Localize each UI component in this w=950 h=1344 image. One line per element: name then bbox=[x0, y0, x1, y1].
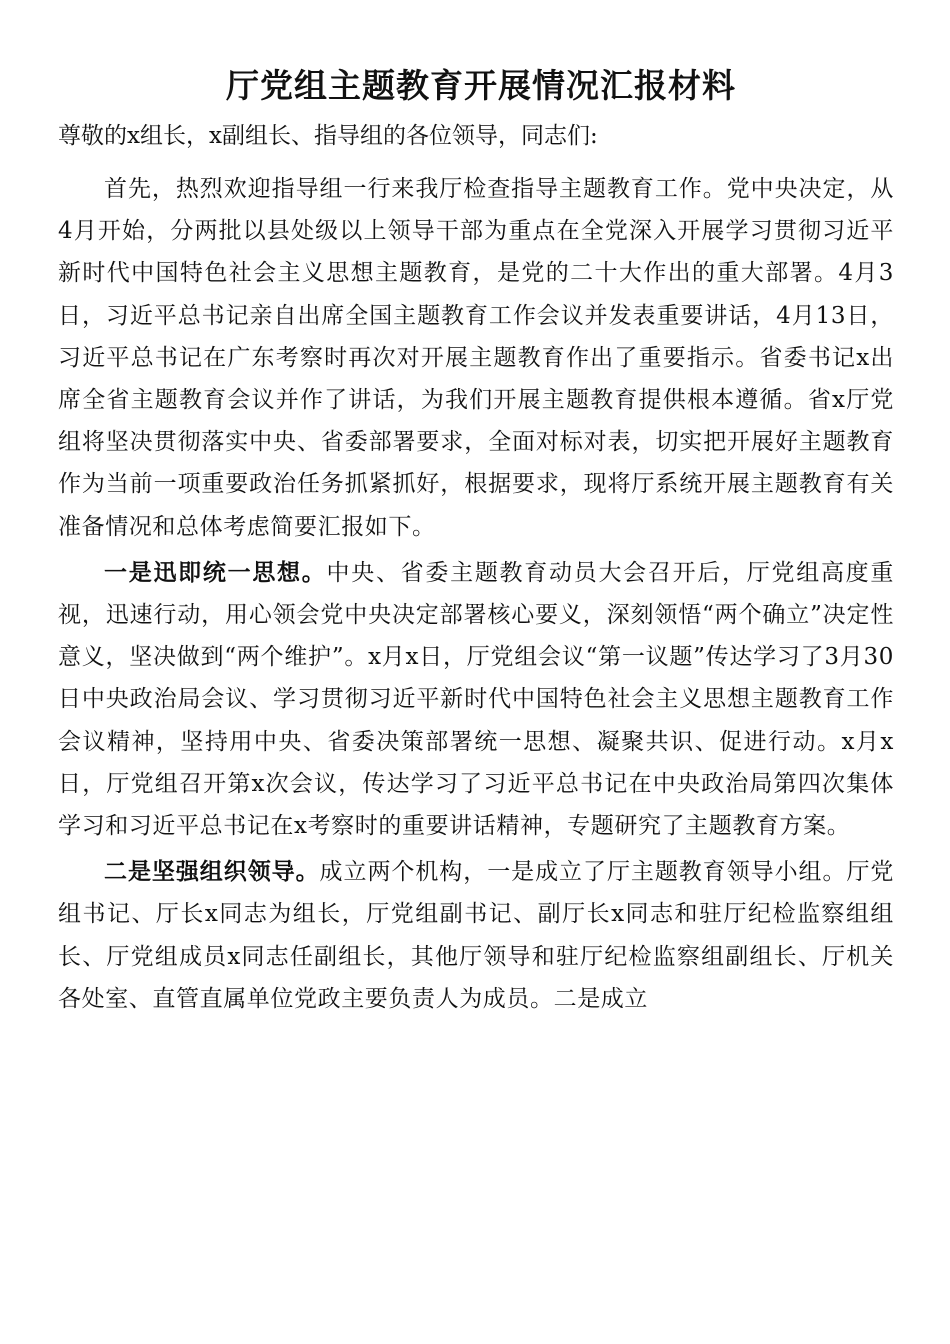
paragraph-lead-heading: 一是迅即统一思想。 bbox=[104, 559, 327, 586]
paragraph-unify-thinking bbox=[58, 552, 894, 847]
document-page bbox=[58, 58, 894, 1020]
paragraph-lead-heading: 二是坚强组织领导。 bbox=[104, 859, 320, 886]
paragraph-body-text: 中央、省委主题教育动员大会召开后，厅党组高度重视，迅速行动，用心领会党中央决定部署核心要义，深刻领悟“两个确立”决定性意义，坚决做到“两个维护”。x月x日，厅党组会议“第一议题”传达学习了3月30日中央政治局会议、学习贯彻习近平新时代中国特色社会主义思想主题教育工作会议精神，坚持用中央、省委决策部署统一思想、凝聚共识、促进行动。x月x日，厅党组召开第x次会议，传达学习了习近平总书记在中央政治局第四次集体学习和习近平总书记在x考察时的重要讲话精神，专题研究了主题教育方案。 bbox=[58, 559, 894, 840]
salutation: 尊敬的x组长，x副组长、指导组的各位领导，同志们: bbox=[58, 123, 598, 149]
paragraph-organizational-leadership bbox=[58, 851, 894, 1020]
paragraph-body-text: 成立两个机构，一是成立了厅主题教育领导小组。厅党组书记、厅长x同志为组长，厅党组副书记、副厅长x同志和驻厅纪检监察组组长、厅党组成员x同志任副组长，其他厅领导和驻厅纪检监察组副组长、厅机关各处室、直管直属单位党政主要负责人为成员。二是成立 bbox=[58, 859, 894, 1012]
paragraph-intro-text: 首先，热烈欢迎指导组一行来我厅检查指导主题教育工作。党中央决定，从4月开始，分两批以县处级以上领导干部为重点在全党深入开展学习贯彻习近平新时代中国特色社会主义思想主题教育，是党的二十大作出的重大部署。4月3日，习近平总书记亲自出席全国主题教育工作会议并发表重要讲话，4月13日，习近平总书记在广东考察时再次对开展主题教育作出了重要指示。省委书记x出席全省主题教育会议并作了讲话，为我们开展主题教育提供根本遵循。省x厅党组将坚决贯彻落实中央、省委部署要求，全面对标对表，切实把开展好主题教育作为当前一项重要政治任务抓紧抓好，根据要求，现将厅系统开展主题教育有关准备情况和总体考虑简要汇报如下。 bbox=[58, 176, 894, 540]
document-title: 厅党组主题教育开展情况汇报材料 bbox=[226, 66, 736, 105]
paragraph-intro bbox=[58, 168, 894, 548]
